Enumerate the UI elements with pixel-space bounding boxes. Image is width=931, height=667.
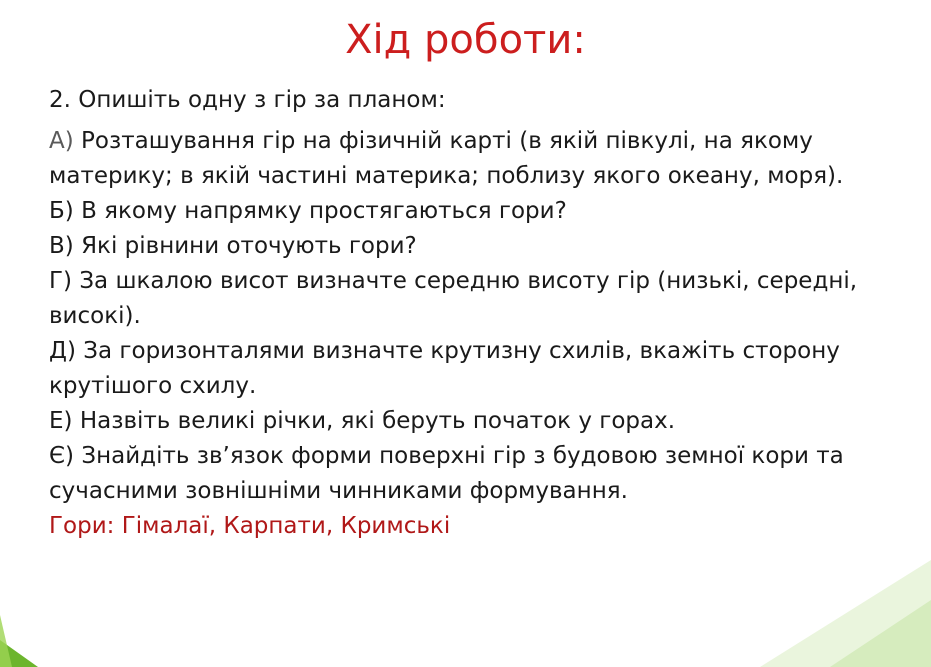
plan-item-marker: Б) <box>49 198 74 224</box>
plan-item-text: Розташування гір на фізичній карті (в якій півкулі, на якому материку; в якій частині материка; поблизу якого океану, моря). <box>49 128 844 189</box>
plan-item-marker: В) <box>49 233 74 259</box>
plan-item-text: В якому напрямку простягаються гори? <box>81 198 567 224</box>
plan-item-marker: Є) <box>49 443 75 469</box>
slide-title: Хід роботи: <box>345 17 586 63</box>
plan-item-text: Які рівнини оточують гори? <box>81 233 417 259</box>
plan-item-h <box>49 264 919 334</box>
plan-item-text: Знайдіть зв’язок форми поверхні гір з будовою земної кори та сучасними зовнішніми чинниками формування. <box>49 443 844 504</box>
plan-item-d <box>49 334 919 404</box>
task-heading: 2. Опишіть одну з гір за планом: <box>49 87 446 113</box>
plan-item-a <box>49 124 919 194</box>
plan-item-text: За горизонталями визначте крутизну схилів, вкажіть сторону крутішого схилу. <box>49 338 840 399</box>
plan-item-text: Назвіть великі річки, які беруть початок у горах. <box>79 408 676 434</box>
plan-item-b <box>49 194 919 229</box>
mountains-list: Гори: Гімалаї, Карпати, Кримські <box>49 513 451 539</box>
plan-item-ye <box>49 439 919 509</box>
plan-item-marker: А) <box>49 128 74 154</box>
plan-item-marker: Е) <box>49 408 73 434</box>
plan-item-marker: Г) <box>49 268 72 294</box>
plan-item-v <box>49 229 919 264</box>
plan-item-text: За шкалою висот визначте середню висоту гір (низькі, середні, високі). <box>49 268 858 329</box>
green-corner-shape-light <box>0 615 12 667</box>
plan-item-e <box>49 404 919 439</box>
slide-content <box>49 83 919 544</box>
plan-item-marker: Д) <box>49 338 76 364</box>
